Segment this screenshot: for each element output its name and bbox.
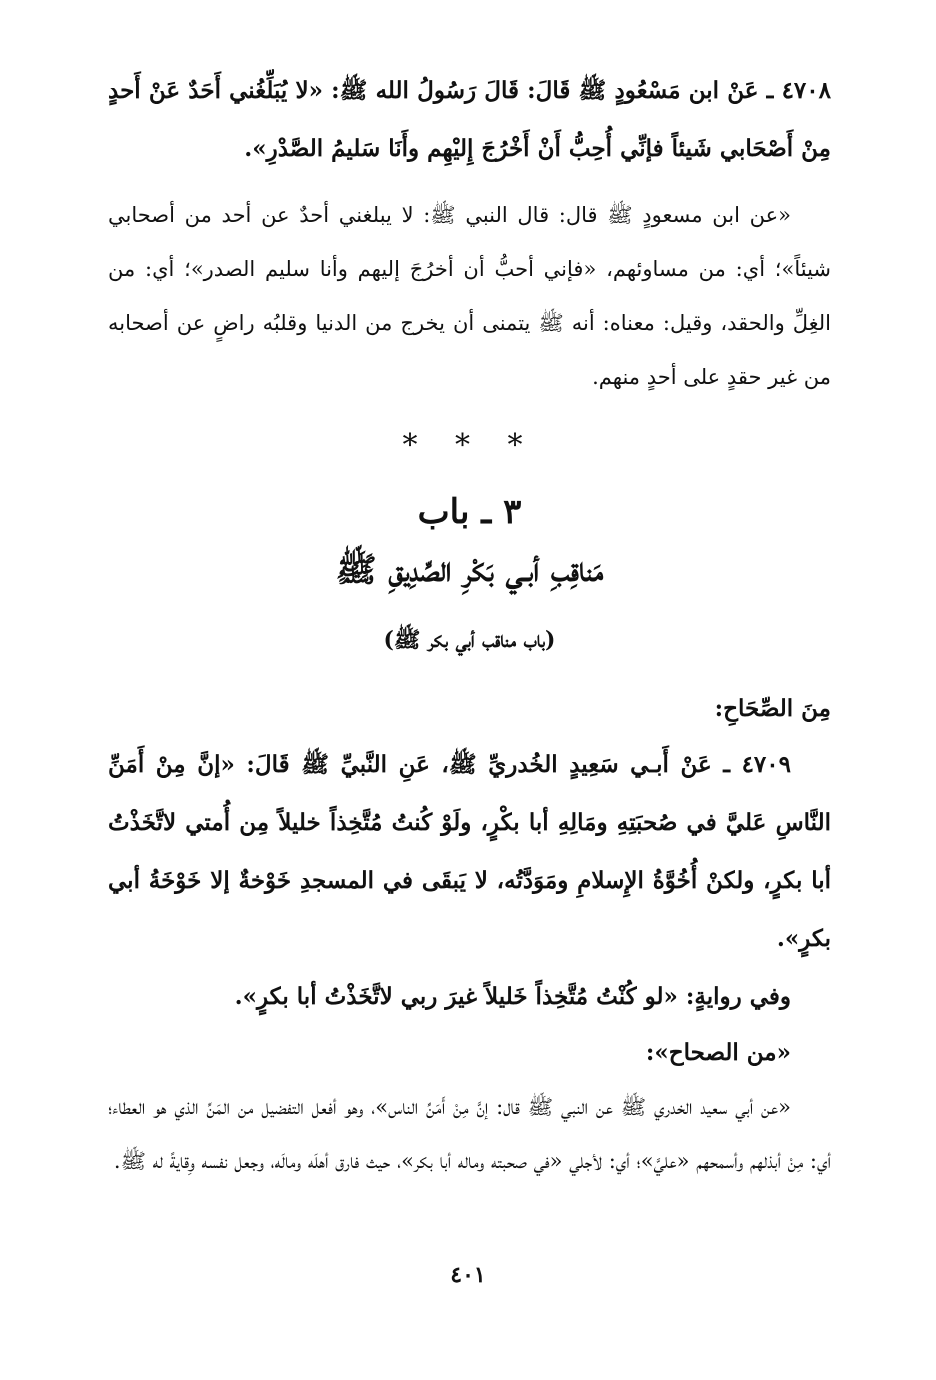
hadith-4708-text: ٤٧٠٨ ـ عَنْ ابن مَسْعُودٍ ﷺ قَالَ: قَالَ رَسُولُ الله ﷺ: «لا يُبَلِّغُني أَحَدٌ عَنْ أَحدٍ مِنْ أَصْحَابي شَيئاً فإنِّي أُحِبُّ أَنْ أَخْرُجَ إِليْهِم وأَنَا سَليمُ الصَّدْرِ». xyxy=(108,77,831,162)
chapter-title: مَناقِبِ أبـي بَكْرِ الصِّدِيقِ ﷺ xyxy=(335,550,604,590)
page-number: ٤٠١ xyxy=(450,1262,486,1288)
hadith-4709-variant: وفي روايةٍ: «لو كُنْتُ مُتَّخِذاً خَليلاً غيرَ ربي لاتَّخَذْتُ أبا بكرٍ». xyxy=(234,983,791,1010)
hadith-4709-commentary: «عن أبي سعيد الخدري ﷺ عن النبي ﷺ قال: إنَّ مِنْ أَمَنِّ الناس»، وهو أفعل التفضيل من المَنِّ الذي هو العطاء؛ أي: مِنْ أبذلهم وأسمحهم «عليَّ»؛ أي: لأجلي «في صحبته وماله أبا بكر»، حيث فارق أهلَه ومالَه، وجعل نفسه وِقايةً له ﷺ. xyxy=(108,1095,831,1173)
section-separator: * * * xyxy=(402,428,537,463)
hadith-4709-text: ٤٧٠٩ ـ عَنْ أَبـي سَعِيدٍ الخُدريِّ ﷺ، عَنِ النَّبيِّ ﷺ قَالَ: «إنَّ مِنْ أَمَنِّ النَّاسِ عَليَّ في صُحبَتِهِ ومَالِهِ أبا بكْرٍ، ولَوْ كُنتُ مُتَّخِذاً خليلاً مِن أُمتي لاتَّخَذْتُ أبا بكرٍ، ولكنْ أُخُوَّةُ الإِسلامِ ومَوَدَّتُه، لا يَبقَى في المسجدِ خَوْخةٌ إلا خَوْخَةُ أبي بكرٍ». xyxy=(108,751,831,952)
hadith-4708-commentary: «عن ابن مسعودٍ ﷺ قال: قال النبي ﷺ: لا يبلغني أحدٌ عن أحد من أصحابي شيئاً»؛ أي: من مساوئهم، «فإني أحبُّ أن أخرُجَ إليهم وأنا سليم الصدر»؛ أي: من الغِلِّ والحقد، وقيل: معناه: أنه ﷺ يتمنى أن يخرج من الدنيا وقلبُه راضٍ عن أصحابه من غير حقدٍ على أحدٍ منهم. xyxy=(108,203,831,389)
chapter-subtitle: (باب مناقب أبي بكر ﷺ) xyxy=(383,627,556,653)
chapter-number: ٣ ـ باب xyxy=(417,492,522,532)
source-label-sahih: مِنَ الصِّحَاحِ: xyxy=(714,695,831,722)
source-label-sahih-commentary: «من الصحاح»: xyxy=(645,1039,791,1066)
